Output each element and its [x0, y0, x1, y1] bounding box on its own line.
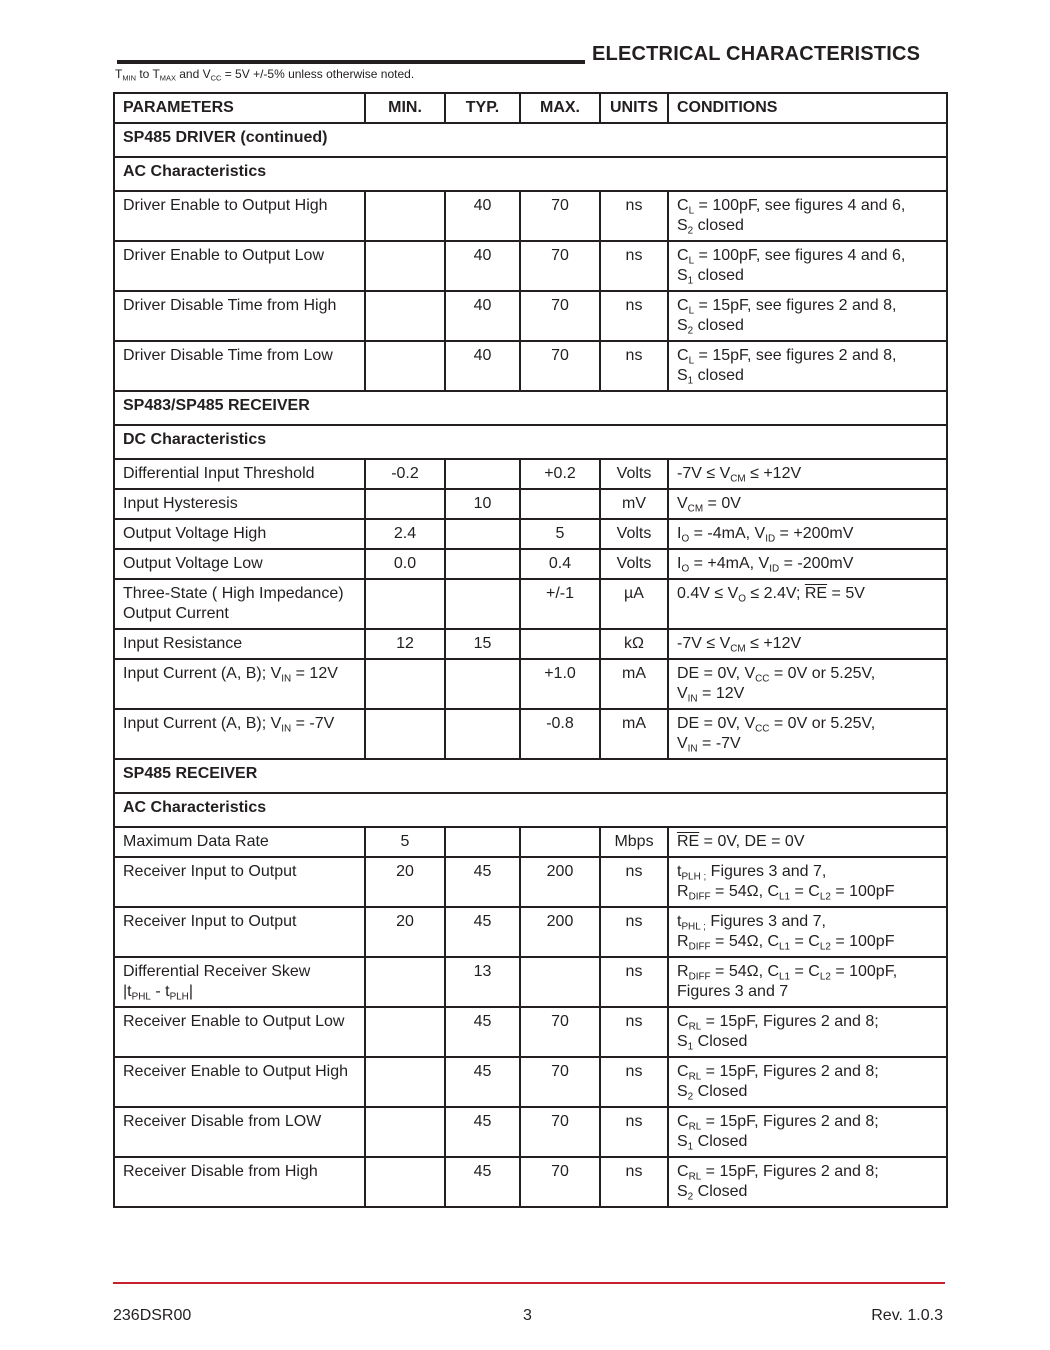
- max-cell: [520, 629, 600, 659]
- max-cell: 70: [520, 1107, 600, 1157]
- min-cell: 12: [365, 629, 445, 659]
- typ-cell: 45: [445, 857, 520, 907]
- units-cell: ns: [600, 1007, 668, 1057]
- units-cell: ns: [600, 1107, 668, 1157]
- units-cell: Volts: [600, 519, 668, 549]
- test-conditions-note: $T_{MIN}$ to $T_{MAX}$ and $V_{CC} = 5V +/-5\%$ unless otherwise noted.: [115, 67, 415, 83]
- param-cell: Three-State ( High Impedance) Output Current: [114, 579, 365, 629]
- min-cell: 20: [365, 857, 445, 907]
- header-max: MAX.: [520, 93, 600, 123]
- table-row: [114, 489, 947, 519]
- min-cell: [365, 1107, 445, 1157]
- param-cell: Driver Enable to Output High: [114, 191, 365, 241]
- param-cell: Receiver Disable from High: [114, 1157, 365, 1207]
- section-row: [114, 793, 947, 827]
- conditions-cell: $C_{RL} = 15pF$, Figures 2 and 8; $S_1$ Closed: [668, 1107, 947, 1157]
- section-title: SP485 DRIVER (continued): [114, 123, 947, 157]
- min-cell: 2.4: [365, 519, 445, 549]
- param-cell: Differential Input Threshold: [114, 459, 365, 489]
- max-cell: 200: [520, 907, 600, 957]
- table-row: [114, 957, 947, 1007]
- section-row: [114, 123, 947, 157]
- param-cell: Receiver Enable to Output High: [114, 1057, 365, 1107]
- max-cell: [520, 827, 600, 857]
- typ-cell: 45: [445, 1157, 520, 1207]
- units-cell: kΩ: [600, 629, 668, 659]
- conditions-cell: $C_{RL} = 15pF$, Figures 2 and 8; $S_2$ Closed: [668, 1057, 947, 1107]
- units-cell: mV: [600, 489, 668, 519]
- param-cell: Driver Disable Time from High: [114, 291, 365, 341]
- max-cell: 70: [520, 1157, 600, 1207]
- conditions-cell: $I_O = -4mA$, $V_{ID} = +200mV$: [668, 519, 947, 549]
- param-cell: Input Current (A, B); $V_{IN} = 12V$: [114, 659, 365, 709]
- units-cell: mA: [600, 709, 668, 759]
- section-title: AC Characteristics: [114, 157, 947, 191]
- conditions-cell: $C_L = 15pF$, see figures 2 and 8, $S_1$ closed: [668, 341, 947, 391]
- header-units: UNITS: [600, 93, 668, 123]
- min-cell: [365, 709, 445, 759]
- max-cell: -0.8: [520, 709, 600, 759]
- table-row: [114, 1057, 947, 1107]
- units-cell: ns: [600, 191, 668, 241]
- table-row: [114, 291, 947, 341]
- max-cell: [520, 489, 600, 519]
- max-cell: +1.0: [520, 659, 600, 709]
- param-cell: Maximum Data Rate: [114, 827, 365, 857]
- typ-cell: [445, 827, 520, 857]
- max-cell: 70: [520, 241, 600, 291]
- param-cell: Input Hysteresis: [114, 489, 365, 519]
- conditions-cell: $R_{DIFF} = 54\Omega$, $C_{L1} = C_{L2} = 100pF$, Figures 3 and 7: [668, 957, 947, 1007]
- footer-revision: Rev. 1.0.3: [871, 1307, 943, 1324]
- min-cell: [365, 291, 445, 341]
- conditions-cell: $C_{RL} = 15pF$, Figures 2 and 8; $S_1$ Closed: [668, 1007, 947, 1057]
- min-cell: [365, 579, 445, 629]
- electrical-characteristics-table: [113, 92, 948, 1208]
- units-cell: ns: [600, 341, 668, 391]
- max-cell: 70: [520, 1057, 600, 1107]
- section-row: [114, 391, 947, 425]
- conditions-cell: $-7V \le V_{CM} \le +12V$: [668, 629, 947, 659]
- typ-cell: 45: [445, 1007, 520, 1057]
- units-cell: ns: [600, 907, 668, 957]
- param-cell: Differential Receiver Skew $|t_{PHL} - t_{PLH}|$: [114, 957, 365, 1007]
- typ-cell: 40: [445, 291, 520, 341]
- max-cell: 70: [520, 191, 600, 241]
- footer-page-number: 3: [523, 1307, 532, 1324]
- min-cell: [365, 659, 445, 709]
- min-cell: [365, 341, 445, 391]
- section-row: [114, 759, 947, 793]
- param-cell: Receiver Enable to Output Low: [114, 1007, 365, 1057]
- footer-doc-id: 236DSR00: [113, 1307, 192, 1324]
- units-cell: µA: [600, 579, 668, 629]
- footer-rule: [113, 1282, 945, 1284]
- max-cell: 70: [520, 1007, 600, 1057]
- typ-cell: [445, 459, 520, 489]
- units-cell: ns: [600, 1157, 668, 1207]
- table-row: [114, 709, 947, 759]
- page-title: ELECTRICAL CHARACTERISTICS: [592, 43, 921, 65]
- conditions-cell: $-7V \le V_{CM} \le +12V$: [668, 459, 947, 489]
- typ-cell: [445, 659, 520, 709]
- header-conditions: CONDITIONS: [668, 93, 947, 123]
- conditions-cell: $t_{PLH ;}$ Figures 3 and 7, $R_{DIFF} = 54\Omega$, $C_{L1} = C_{L2} = 100pF$: [668, 857, 947, 907]
- table-header-row: [114, 93, 947, 123]
- table-row: [114, 191, 947, 241]
- units-cell: ns: [600, 291, 668, 341]
- conditions-cell: $C_L = 100pF$, see figures 4 and 6, $S_1$ closed: [668, 241, 947, 291]
- param-cell: Driver Disable Time from Low: [114, 341, 365, 391]
- conditions-cell: $C_{RL} = 15pF$, Figures 2 and 8; $S_2$ Closed: [668, 1157, 947, 1207]
- table-row: [114, 857, 947, 907]
- conditions-cell: DE = 0V, $V_{CC} = 0V$ or 5.25V, $V_{IN} = -7V$: [668, 709, 947, 759]
- units-cell: Volts: [600, 549, 668, 579]
- units-cell: Mbps: [600, 827, 668, 857]
- units-cell: ns: [600, 1057, 668, 1107]
- param-cell: Receiver Disable from LOW: [114, 1107, 365, 1157]
- param-cell: Input Current (A, B); $V_{IN} = -7V$: [114, 709, 365, 759]
- table-row: [114, 241, 947, 291]
- table-row: [114, 907, 947, 957]
- min-cell: [365, 1157, 445, 1207]
- units-cell: Volts: [600, 459, 668, 489]
- section-title: AC Characteristics: [114, 793, 947, 827]
- units-cell: ns: [600, 241, 668, 291]
- table-row: [114, 549, 947, 579]
- table-row: [114, 519, 947, 549]
- min-cell: -0.2: [365, 459, 445, 489]
- typ-cell: 40: [445, 341, 520, 391]
- param-cell: Input Resistance: [114, 629, 365, 659]
- conditions-cell: $C_L = 100pF$, see figures 4 and 6, $S_2$ closed: [668, 191, 947, 241]
- section-title: DC Characteristics: [114, 425, 947, 459]
- table-row: [114, 629, 947, 659]
- typ-cell: [445, 709, 520, 759]
- header-rule: [117, 60, 585, 64]
- typ-cell: [445, 579, 520, 629]
- max-cell: 200: [520, 857, 600, 907]
- min-cell: 20: [365, 907, 445, 957]
- units-cell: ns: [600, 957, 668, 1007]
- conditions-cell: $I_O = +4mA$, $V_{ID} = -200mV$: [668, 549, 947, 579]
- param-cell: Output Voltage High: [114, 519, 365, 549]
- conditions-cell: $C_L = 15pF$, see figures 2 and 8, $S_2$ closed: [668, 291, 947, 341]
- typ-cell: 13: [445, 957, 520, 1007]
- param-cell: Driver Enable to Output Low: [114, 241, 365, 291]
- units-cell: ns: [600, 857, 668, 907]
- typ-cell: 45: [445, 1057, 520, 1107]
- typ-cell: 15: [445, 629, 520, 659]
- conditions-cell: DE = 0V, $V_{CC} = 0V$ or 5.25V, $V_{IN} = 12V$: [668, 659, 947, 709]
- table-row: [114, 579, 947, 629]
- min-cell: [365, 489, 445, 519]
- table-row: [114, 1007, 947, 1057]
- min-cell: [365, 957, 445, 1007]
- section-row: [114, 425, 947, 459]
- table-row: [114, 341, 947, 391]
- min-cell: [365, 191, 445, 241]
- param-cell: Receiver Input to Output: [114, 857, 365, 907]
- table-row: [114, 827, 947, 857]
- section-row: [114, 157, 947, 191]
- typ-cell: 45: [445, 907, 520, 957]
- header-typ: TYP.: [445, 93, 520, 123]
- min-cell: 0.0: [365, 549, 445, 579]
- conditions-cell: $t_{PHL ;}$ Figures 3 and 7, $R_{DIFF} = 54\Omega$, $C_{L1} = C_{L2} = 100pF$: [668, 907, 947, 957]
- max-cell: 70: [520, 341, 600, 391]
- max-cell: 70: [520, 291, 600, 341]
- section-title: SP483/SP485 RECEIVER: [114, 391, 947, 425]
- header-parameters: PARAMETERS: [114, 93, 365, 123]
- min-cell: [365, 1057, 445, 1107]
- units-cell: mA: [600, 659, 668, 709]
- typ-cell: [445, 519, 520, 549]
- typ-cell: 45: [445, 1107, 520, 1157]
- typ-cell: [445, 549, 520, 579]
- min-cell: 5: [365, 827, 445, 857]
- max-cell: +/-1: [520, 579, 600, 629]
- min-cell: [365, 241, 445, 291]
- header-min: MIN.: [365, 93, 445, 123]
- table-row: [114, 459, 947, 489]
- typ-cell: 40: [445, 191, 520, 241]
- param-cell: Output Voltage Low: [114, 549, 365, 579]
- table-row: [114, 1107, 947, 1157]
- conditions-cell: $\overline{RE} = 0V$, DE = 0V: [668, 827, 947, 857]
- max-cell: [520, 957, 600, 1007]
- max-cell: +0.2: [520, 459, 600, 489]
- max-cell: 0.4: [520, 549, 600, 579]
- param-cell: Receiver Input to Output: [114, 907, 365, 957]
- max-cell: 5: [520, 519, 600, 549]
- min-cell: [365, 1007, 445, 1057]
- table-row: [114, 1157, 947, 1207]
- section-title: SP485 RECEIVER: [114, 759, 947, 793]
- typ-cell: 40: [445, 241, 520, 291]
- conditions-cell: $V_{CM} = 0V$: [668, 489, 947, 519]
- table-row: [114, 659, 947, 709]
- conditions-cell: $0.4V \le V_O \le 2.4V$; $\overline{RE} = 5V$: [668, 579, 947, 629]
- typ-cell: 10: [445, 489, 520, 519]
